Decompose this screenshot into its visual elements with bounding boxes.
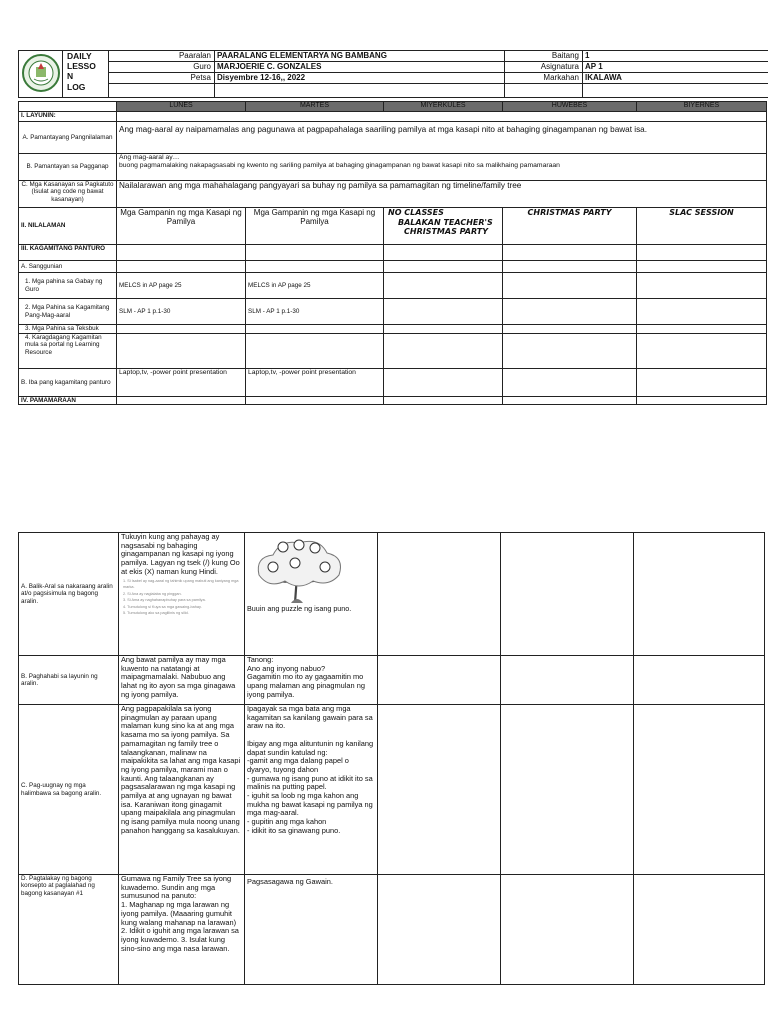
row-label-kasanayan: C. Mga Kasanayan sa Pagkatuto (Isulat ang code ng bawat kasanayan): [19, 181, 117, 208]
empty-cell: [583, 84, 768, 98]
day-header-martes: MARTES: [246, 102, 384, 112]
empty-cell: [501, 875, 634, 985]
pag-uugnay-lunes: Ang pagpapakilala sa iyong pinagmulan ay paraan upang malaman kung sino ka at ang mga kasama mo sa iyong pamilya. Sa pamamagitan ng family tree o talaangkanan, malinaw na maipakikita sa lahat ang mga kasapi ng iyong pamilya, marami man o kaunti. Ang talaangkanan ay pagsasalarawan ng mga kasapi ng pamilya at ang ugnayan ng bawat isa. Karaniwan itong ginagamit upang maipakilala ang pinagmulan ng isang pamilya mula noong unang panahon hanggang sa kasalukuyan.: [119, 705, 245, 875]
school-logo: [19, 51, 63, 98]
nilalaman-miyerkules-line: NO CLASSES: [388, 208, 444, 217]
empty-cell: [637, 273, 767, 299]
objective-pagganap-line: Ang mag-aaral ay…: [119, 154, 180, 161]
empty-cell: [637, 245, 767, 261]
subject-label: Asignatura: [505, 62, 583, 73]
school-label: Paaralan: [109, 51, 215, 62]
empty-cell: [384, 334, 503, 369]
dll-title: [63, 51, 109, 98]
empty-cell: [503, 273, 637, 299]
empty-cell: [501, 705, 634, 875]
gabay-guro-martes: MELCS in AP page 25: [246, 273, 384, 299]
balik-aral-lunes: [119, 533, 245, 656]
empty-cell: [503, 369, 637, 397]
empty-cell: [637, 397, 767, 405]
empty-cell: [503, 299, 637, 325]
nilalaman-biyernes: SLAC SESSION: [637, 208, 767, 245]
checklist-item: 4. Tumutulong si Kuya sa mga gawaing-bahay.: [123, 604, 202, 609]
objective-pagganap: [117, 154, 767, 181]
puzzle-caption: Buuin ang puzzle ng isang puno.: [247, 604, 352, 613]
nilalaman-miyerkules: [384, 208, 503, 245]
quarter-value: IKALAWA: [583, 73, 768, 84]
header-table: [18, 50, 768, 98]
empty-cell: [117, 261, 246, 273]
empty-cell: [503, 334, 637, 369]
row-label-pang-mag-aaral: 2. Mga Pahina sa Kagamitang Pang-Mag-aaral: [19, 299, 117, 325]
school-value: PAARALANG ELEMENTARYA NG BAMBANG: [215, 51, 505, 62]
subject-value: AP 1: [583, 62, 768, 73]
family-tree-puzzle-image: [249, 535, 349, 603]
nilalaman-miyerkules-line: BALAKAN TEACHER'S: [398, 217, 493, 227]
pang-mag-aaral-martes: SLM - AP 1 p.1-30: [246, 299, 384, 325]
gabay-guro-lunes: MELCS in AP page 25: [117, 273, 246, 299]
deped-seal-icon: [20, 53, 62, 93]
empty-cell: [637, 299, 767, 325]
empty-cell: [117, 334, 246, 369]
empty-cell: [501, 656, 634, 705]
grade-value: 1: [583, 51, 768, 62]
row-label-balik-aral: A. Balik-Aral sa nakaraang aralin at/o pagsisimula ng bagong aralin.: [19, 533, 119, 656]
empty-cell: [503, 245, 637, 261]
nilalaman-miyerkules-line: CHRISTMAS PARTY: [404, 227, 488, 236]
row-label-paghahabi: B. Paghahabi sa layunin ng aralin.: [19, 656, 119, 705]
row-label-sanggunian: A. Sanggunian: [19, 261, 117, 273]
empty-cell: [246, 397, 384, 405]
section-pamamaraan: IV. PAMAMARAAN: [19, 397, 117, 405]
section-kagamitan: III. KAGAMITANG PANTURO: [19, 245, 117, 261]
empty-cell: [384, 261, 503, 273]
empty-cell: [634, 656, 765, 705]
iba-pang-kagamitan-martes: Laptop,tv, -power point presentation: [246, 369, 384, 397]
empty-cell: [378, 533, 501, 656]
pagtalakay-martes: Pagsasagawa ng Gawain.: [245, 875, 378, 985]
grade-label: Baitang: [505, 51, 583, 62]
empty-cell: [501, 533, 634, 656]
empty-cell: [384, 245, 503, 261]
iba-pang-kagamitan-lunes: Laptop,tv, -power point presentation: [117, 369, 246, 397]
corner-cell: [19, 102, 117, 112]
empty-cell: [246, 334, 384, 369]
pang-mag-aaral-lunes: SLM - AP 1 p.1-30: [117, 299, 246, 325]
empty-cell: [246, 245, 384, 261]
empty-cell: [109, 84, 215, 98]
day-header-lunes: LUNES: [117, 102, 246, 112]
objective-kasanayan: Nailalarawan ang mga mahahalagang pangyayari sa buhay ng pamilya sa pamamagitan ng timeline/family tree: [117, 181, 767, 208]
balik-aral-lunes-text: Tukuyin kung ang pahayag ay nagsasabi ng bahaging ginagampanan ng kasapi ng iyong pamilya. Lagyan ng tsek (/) kung Oo at ekis (X) naman kung Hindi.: [121, 532, 240, 576]
row-label-pangnilalaman: A. Pamantayang Pangnilalaman: [19, 122, 117, 154]
checklist-item: 5. Tumutulong ako sa paglilinis ng silid.: [123, 611, 189, 616]
row-label-portal: 4. Karagdagang Kagamitan mula sa portal ng Learning Resource: [19, 334, 117, 369]
day-header-huwebes: HUWEBES: [503, 102, 637, 112]
objective-pagganap-line: buong pagmamalaking nakapagsasabi ng kwento ng sariling pamilya at bahaging ginagampanan ng bawat kasapi nito sa malikhaing pamamaraan: [119, 161, 560, 169]
row-label-teksbuk: 3. Mga Pahina sa Teksbuk: [19, 325, 117, 334]
empty-cell: [634, 875, 765, 985]
empty-cell: [246, 325, 384, 334]
day-header-biyernes: BIYERNES: [637, 102, 767, 112]
balik-aral-checklist: [121, 578, 242, 617]
dll-title-line: N: [67, 71, 74, 82]
row-label-pagtalakay: D. Pagtalakay ng bagong konsepto at paglalahad ng bagong kasanayan #1: [19, 875, 119, 985]
row-label-gabay-guro: 1. Mga pahina sa Gabay ng Guro: [19, 273, 117, 299]
empty-cell: [378, 705, 501, 875]
row-label-pagganap: B. Pamantayan sa Pagganap: [19, 154, 117, 181]
teacher-value: MARJOERIE C. GONZALES: [215, 62, 505, 73]
checklist-item: 3. Si Ama ay naghahanapbuhay para sa pamilya.: [123, 598, 206, 603]
nilalaman-lunes: Mga Gampanin ng mga Kasapi ng Pamilya: [117, 208, 246, 245]
quarter-label: Markahan: [505, 73, 583, 84]
empty-cell: [505, 84, 583, 98]
objective-pangnilalaman: Ang mag-aaral ay naipamamalas ang pagunawa at pagpapahalaga saariling pamilya at mga kasapi nito at bahaging ginagampanan ng bawat isa.: [117, 122, 767, 154]
empty-cell: [503, 325, 637, 334]
section-layunin: I. LAYUNIN:: [19, 112, 117, 122]
empty-cell: [378, 875, 501, 985]
empty-cell: [117, 397, 246, 405]
pag-uugnay-martes: Ipagayak sa mga bata ang mga kagamitan sa kanilang gawain para sa araw na ito. Ibigay ang mga alituntunin ng kanilang dapat sundin katulad ng: -gamit ang mga dalang papel o dyaryo, tuyong dahon - gumawa ng isang puno at idikit ito sa malinis na putting papel. - iguhit sa loob ng mga kahon ang mukha ng bawat kasapi ng pamilya ng mga mag-aaral. - gupitin ang mga kahon - idikit ito sa ginawang puno.: [245, 705, 378, 875]
lesson-table: [18, 101, 767, 405]
date-value: Disyembre 12-16,, 2022: [215, 73, 505, 84]
dll-title-line: LOG: [67, 81, 86, 92]
balik-aral-martes: [245, 533, 378, 656]
empty-cell: [637, 325, 767, 334]
procedure-table: [18, 532, 765, 985]
dll-title-line: DAILY: [67, 51, 92, 61]
empty-cell: [384, 325, 503, 334]
dll-title-line: LESSO: [67, 61, 96, 72]
day-header-miyerkules: MIYERKULES: [384, 102, 503, 112]
nilalaman-huwebes: CHRISTMAS PARTY: [503, 208, 637, 245]
row-label-pag-uugnay: C. Pag-uugnay ng mga halimbawa sa bagong aralin.: [19, 705, 119, 875]
teacher-label: Guro: [109, 62, 215, 73]
empty-cell: [246, 261, 384, 273]
empty-cell: [384, 273, 503, 299]
pagtalakay-lunes: Gumawa ng Family Tree sa iyong kuwaderno. Sundin ang mga sumusunod na panuto: 1. Maghanap ng mga larawan ng iyong pamilya. (Maaaring gumuhit kung walang mahanap na larawan) 2. Idikit o iguhit ang mga larawan sa iyong kuwaderno. 3. Isulat kung sino-sino ang mga nasa larawan.: [119, 875, 245, 985]
paghahabi-martes: Tanong: Ano ang inyong nabuo? Gagamitin mo ito ay gagaamitin mo upang malaman ang pinagmulan ng iyong pamilya.: [245, 656, 378, 705]
empty-cell: [637, 369, 767, 397]
checklist-item: 2. Si Ana ay naglalaba ng pinggan.: [123, 591, 182, 596]
checklist-item: 1. Si Isabel ay nag-aaral ng tahimik upang mabuti ang kaniyang mga marka.: [123, 578, 239, 590]
row-label-iba-pang-kagamitan: B. Iba pang kagamitang panturo: [19, 369, 117, 397]
empty-cell: [378, 656, 501, 705]
empty-cell: [637, 334, 767, 369]
empty-cell: [117, 245, 246, 261]
paghahabi-lunes: Ang bawat pamilya ay may mga kuwento na natatangi at maipagmamalaki. Nabubuo ang lahat ng ito ayon sa mga ginagawa ng iyong pamilya.: [119, 656, 245, 705]
section-nilalaman: II. NILALAMAN: [19, 208, 117, 245]
empty-cell: [215, 84, 505, 98]
empty-cell: [503, 397, 637, 405]
empty-cell: [634, 533, 765, 656]
empty-cell: [637, 261, 767, 273]
empty-cell: [117, 112, 767, 122]
empty-cell: [117, 325, 246, 334]
empty-cell: [503, 261, 637, 273]
date-label: Petsa: [109, 73, 215, 84]
empty-cell: [384, 369, 503, 397]
nilalaman-martes: Mga Gampanin ng mga Kasapi ng Pamilya: [246, 208, 384, 245]
empty-cell: [384, 299, 503, 325]
empty-cell: [634, 705, 765, 875]
empty-cell: [384, 397, 503, 405]
